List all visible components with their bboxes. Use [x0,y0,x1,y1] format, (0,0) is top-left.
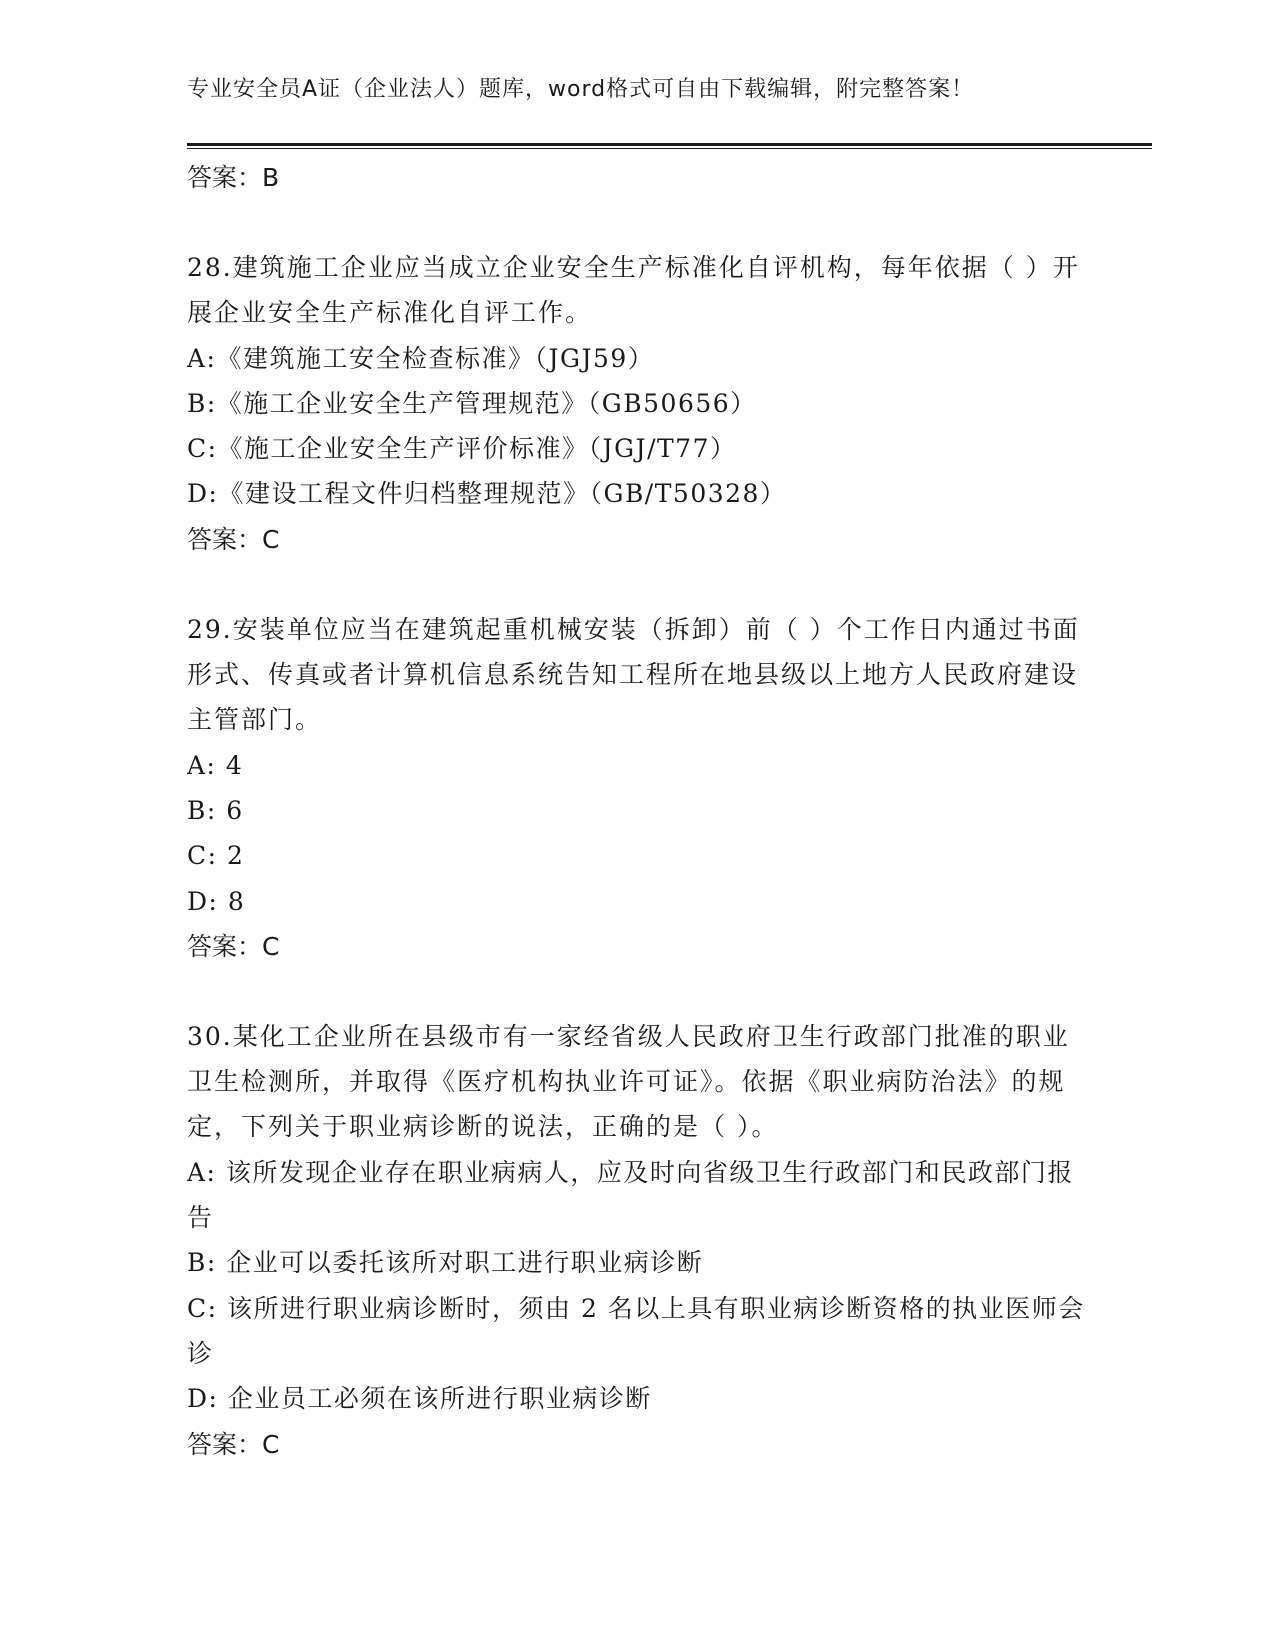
option-c: C:《施工企业安全生产评价标准》（JGJ/T77） [187,434,737,464]
option-b: B: 企业可以委托该所对职工进行职业病诊断 [187,1248,704,1278]
header-divider [187,143,1152,149]
option-a: A: 该所发现企业存在职业病病人，应及时向省级卫生行政部门和民政部门报告 [187,1157,1074,1233]
document-body [187,155,1087,1467]
spacer [187,200,1087,245]
option-a: A:《建筑施工安全检查标准》（JGJ59） [187,343,655,373]
previous-answer: 答案：B [187,163,280,192]
question-stem: 28.建筑施工企业应当成立企业安全生产标准化自评机构，每年依据（ ）开展企业安全生产标准化自评工作。 [187,253,1080,328]
answer: 答案：C [187,1429,280,1459]
option-b: B: 6 [187,795,244,825]
question-28 [187,245,1087,562]
option-d: D:《建设工程文件归档整理规范》（GB/T50328） [187,479,787,509]
spacer [187,969,1087,1014]
question-29 [187,607,1087,969]
question-stem: 30.某化工企业所在县级市有一家经省级人民政府卫生行政部门批准的职业卫生检测所，并取得《医疗机构执业许可证》。依据《职业病防治法》的规定，下列关于职业病诊断的说法，正确的是（ ）。 [187,1021,1070,1142]
option-b: B:《施工企业安全生产管理规范》（GB50656） [187,388,757,418]
answer: 答案：C [187,931,280,961]
option-d: D: 企业员工必须在该所进行职业病诊断 [187,1384,652,1414]
option-a: A: 4 [187,750,244,780]
answer: 答案：C [187,524,280,554]
spacer [187,562,1087,607]
option-c: C: 2 [187,841,245,871]
question-30 [187,1014,1087,1467]
page-header: 专业安全员A证（企业法人）题库，word格式可自由下载编辑，附完整答案！ [187,77,975,102]
question-stem: 29.安装单位应当在建筑起重机械安装（拆卸）前（ ）个工作日内通过书面形式、传真或者计算机信息系统告知工程所在地县级以上地方人民政府建设主管部门。 [187,614,1080,735]
option-c: C: 该所进行职业病诊断时，须由 2 名以上具有职业病诊断资格的执业医师会诊 [187,1293,1085,1368]
option-d: D: 8 [187,886,246,916]
